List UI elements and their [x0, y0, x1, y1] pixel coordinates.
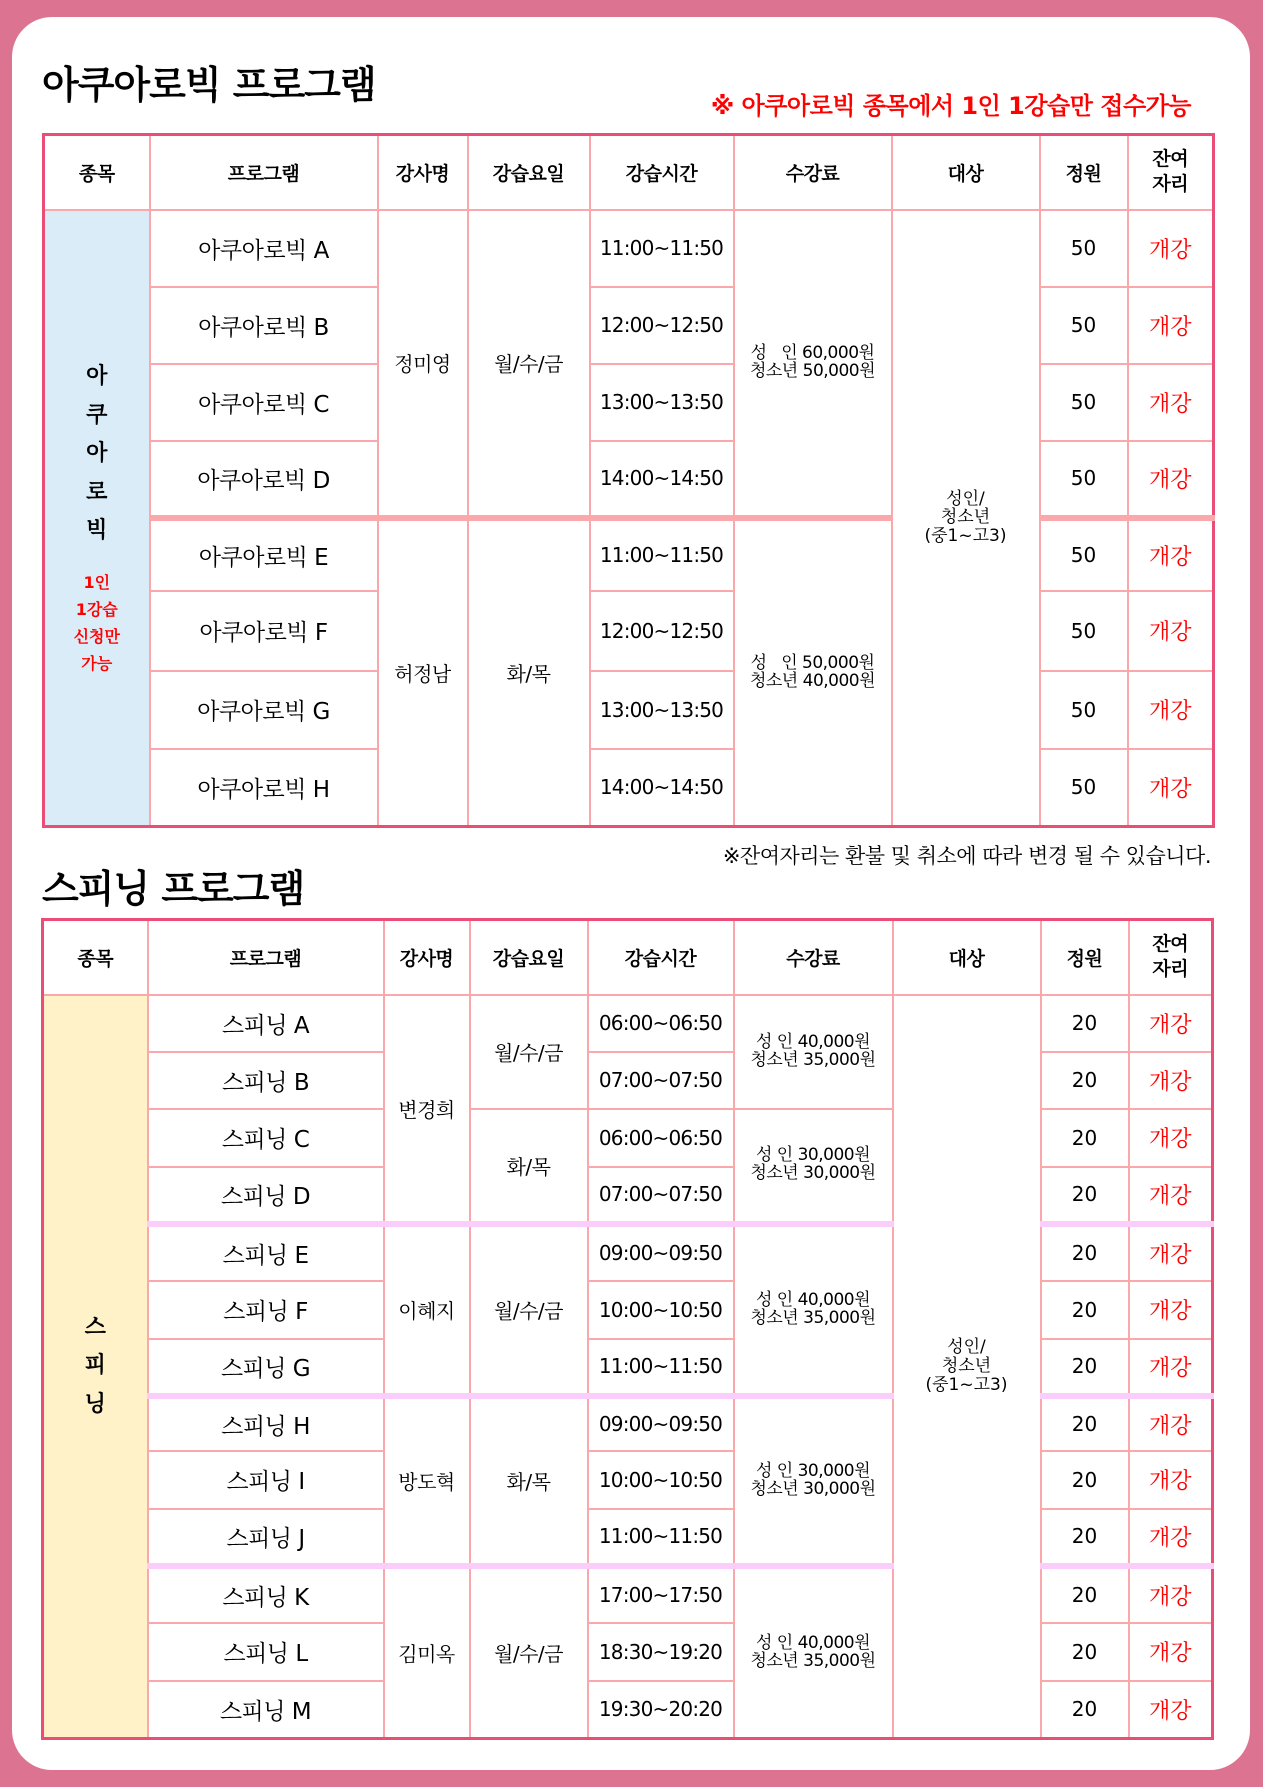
- header-fee: 수강료: [734, 920, 893, 995]
- header-remaining: [1129, 920, 1213, 995]
- class-time: 09:00~09:50: [588, 1396, 734, 1451]
- target-line: 성인/: [947, 1337, 986, 1358]
- program-name: 스피닝 K: [148, 1566, 384, 1623]
- class-time: 07:00~07:50: [588, 1167, 734, 1224]
- tuition-fee: [734, 518, 892, 827]
- aerobic-enrollment-notice: ※ 아쿠아로빅 종목에서 1인 1강습만 접수가능: [710, 92, 1191, 120]
- status-badge: 개강: [1129, 1451, 1213, 1509]
- header-capacity: 정원: [1040, 135, 1128, 210]
- header-target: 대상: [892, 135, 1040, 210]
- instructor-name: 김미옥: [384, 1566, 470, 1739]
- category-label: [45, 358, 149, 551]
- status-badge: 개강: [1129, 1224, 1213, 1281]
- program-name: 아쿠아로빅 D: [150, 441, 378, 518]
- class-time: 06:00~06:50: [588, 995, 734, 1052]
- program-name: 아쿠아로빅 H: [150, 749, 378, 827]
- program-name: 스피닝 J: [148, 1509, 384, 1566]
- status-badge: 개강: [1129, 1623, 1213, 1681]
- status-badge: 개강: [1128, 518, 1214, 591]
- fee-adult: 성 인 30,000원: [755, 1460, 871, 1481]
- category-char: 로: [86, 479, 108, 505]
- capacity: 20: [1041, 1339, 1129, 1396]
- capacity: 20: [1041, 1396, 1129, 1451]
- fee-youth: 청소년 35,000원: [750, 1650, 876, 1671]
- status-badge: 개강: [1129, 1681, 1213, 1739]
- class-time: 11:00~11:50: [590, 210, 734, 287]
- program-name: 아쿠아로빅 C: [150, 364, 378, 441]
- header-instructor: 강사명: [378, 135, 468, 210]
- capacity: 20: [1041, 1167, 1129, 1224]
- capacity: 50: [1040, 210, 1128, 287]
- fee-adult: 성 인 40,000원: [755, 1289, 871, 1310]
- class-time: 11:00~11:50: [590, 518, 734, 591]
- class-days: 월/수/금: [470, 995, 588, 1109]
- header-days: 강습요일: [470, 920, 588, 995]
- category-char: 닝: [84, 1391, 106, 1417]
- capacity: 20: [1041, 1623, 1129, 1681]
- header-remaining-line2: 자리: [1152, 173, 1189, 196]
- class-time: 14:00~14:50: [590, 441, 734, 518]
- program-name: 스피닝 G: [148, 1339, 384, 1396]
- program-name: 아쿠아로빅 A: [150, 210, 378, 287]
- aerobic-schedule-table: [42, 133, 1215, 828]
- class-time: 06:00~06:50: [588, 1109, 734, 1167]
- tuition-fee: [734, 210, 892, 518]
- status-badge: 개강: [1128, 441, 1214, 518]
- class-time: 18:30~19:20: [588, 1623, 734, 1681]
- instructor-name: 변경희: [384, 995, 470, 1224]
- fee-youth: 청소년 30,000원: [750, 1478, 876, 1499]
- status-badge: 개강: [1129, 1509, 1213, 1566]
- header-capacity: 정원: [1041, 920, 1129, 995]
- table-row: [44, 210, 1214, 287]
- class-time: 12:00~12:50: [590, 591, 734, 671]
- status-badge: 개강: [1128, 210, 1214, 287]
- status-badge: 개강: [1129, 1566, 1213, 1623]
- fee-youth: 청소년 50,000원: [749, 360, 876, 381]
- class-time: 13:00~13:50: [590, 364, 734, 441]
- header-remaining: [1128, 135, 1214, 210]
- status-badge: 개강: [1128, 287, 1214, 364]
- header-remaining-line1: 잔여: [1152, 932, 1189, 955]
- status-badge: 개강: [1128, 591, 1214, 671]
- program-name: 아쿠아로빅 G: [150, 671, 378, 749]
- header-category: 종목: [44, 135, 150, 210]
- header-program: 프로그램: [150, 135, 378, 210]
- program-name: 아쿠아로빅 B: [150, 287, 378, 364]
- class-time: 14:00~14:50: [590, 749, 734, 827]
- table-header-row: [44, 135, 1214, 210]
- status-badge: 개강: [1129, 1052, 1213, 1109]
- category-char: 빅: [86, 518, 108, 544]
- class-days: 월/수/금: [470, 1566, 588, 1739]
- program-name: 스피닝 I: [148, 1451, 384, 1509]
- category-char: 피: [84, 1353, 106, 1378]
- program-name: 스피닝 L: [148, 1623, 384, 1681]
- header-target: 대상: [893, 920, 1041, 995]
- tuition-fee: [734, 1109, 893, 1224]
- category-restriction-note: [45, 569, 149, 678]
- fee-adult: 성 인 30,000원: [755, 1145, 871, 1166]
- header-remaining-line1: 잔여: [1152, 147, 1189, 170]
- fee-adult: 성 인 40,000원: [755, 1632, 871, 1653]
- class-days: 월/수/금: [470, 1224, 588, 1396]
- instructor-name: 방도혁: [384, 1396, 470, 1566]
- class-time: 12:00~12:50: [590, 287, 734, 364]
- class-days: 월/수/금: [468, 210, 590, 518]
- target-audience: [892, 210, 1040, 827]
- target-line: (중1~고3): [924, 526, 1007, 547]
- class-time: 09:00~09:50: [588, 1224, 734, 1281]
- program-name: 스피닝 D: [148, 1167, 384, 1224]
- class-time: 19:30~20:20: [588, 1681, 734, 1739]
- program-name: 스피닝 A: [148, 995, 384, 1052]
- header-days: 강습요일: [468, 135, 590, 210]
- fee-adult: 성 인 40,000원: [755, 1031, 871, 1052]
- status-badge: 개강: [1129, 1339, 1213, 1396]
- program-name: 스피닝 H: [148, 1396, 384, 1451]
- category-char: 쿠: [86, 402, 108, 428]
- header-time: 강습시간: [590, 135, 734, 210]
- capacity: 50: [1040, 591, 1128, 671]
- program-name: 아쿠아로빅 E: [150, 518, 378, 591]
- category-cell-aerobic: [44, 210, 150, 827]
- fee-adult: 성 인 60,000원: [750, 342, 875, 363]
- fee-youth: 청소년 35,000원: [750, 1307, 876, 1328]
- capacity: 20: [1041, 1566, 1129, 1623]
- class-days: 화/목: [470, 1109, 588, 1224]
- note-line: 1강습: [75, 599, 118, 619]
- remaining-seats-footnote: ※잔여자리는 환불 및 취소에 따라 변경 될 수 있습니다.: [722, 844, 1211, 868]
- status-badge: 개강: [1128, 749, 1214, 827]
- capacity: 50: [1040, 441, 1128, 518]
- program-name: 스피닝 E: [148, 1224, 384, 1281]
- program-name: 스피닝 B: [148, 1052, 384, 1109]
- instructor-name: 정미영: [378, 210, 468, 518]
- spinning-title: 스피닝 프로그램: [42, 867, 305, 911]
- capacity: 20: [1041, 1224, 1129, 1281]
- target-line: (중1~고3): [925, 1374, 1008, 1395]
- aerobic-title: 아쿠아로빅 프로그램: [42, 63, 376, 107]
- fee-youth: 청소년 40,000원: [749, 670, 876, 691]
- target-line: 청소년: [941, 1355, 992, 1376]
- program-name: 아쿠아로빅 F: [150, 591, 378, 671]
- capacity: 20: [1041, 1052, 1129, 1109]
- program-name: 스피닝 F: [148, 1281, 384, 1339]
- note-line: 가능: [81, 654, 113, 674]
- note-line: 1인: [83, 572, 111, 592]
- capacity: 20: [1041, 1451, 1129, 1509]
- tuition-fee: [734, 1224, 893, 1396]
- target-line: 청소년: [940, 507, 991, 528]
- header-program: 프로그램: [148, 920, 384, 995]
- capacity: 20: [1041, 1509, 1129, 1566]
- program-name: 스피닝 M: [148, 1681, 384, 1739]
- class-time: 17:00~17:50: [588, 1566, 734, 1623]
- class-days: 화/목: [470, 1396, 588, 1566]
- capacity: 50: [1040, 364, 1128, 441]
- header-fee: 수강료: [734, 135, 892, 210]
- header-time: 강습시간: [588, 920, 734, 995]
- instructor-name: 이혜지: [384, 1224, 470, 1396]
- class-time: 11:00~11:50: [588, 1509, 734, 1566]
- fee-adult: 성 인 50,000원: [750, 652, 875, 673]
- header-remaining-line2: 자리: [1152, 958, 1189, 981]
- fee-youth: 청소년 30,000원: [750, 1163, 876, 1183]
- capacity: 50: [1040, 749, 1128, 827]
- note-line: 신청만: [73, 627, 120, 646]
- status-badge: 개강: [1129, 1109, 1213, 1167]
- class-days: 화/목: [468, 518, 590, 827]
- program-name: 스피닝 C: [148, 1109, 384, 1167]
- status-badge: 개강: [1128, 671, 1214, 749]
- class-time: 13:00~13:50: [590, 671, 734, 749]
- fee-youth: 청소년 35,000원: [750, 1049, 876, 1070]
- class-time: 11:00~11:50: [588, 1339, 734, 1396]
- capacity: 50: [1040, 671, 1128, 749]
- header-instructor: 강사명: [384, 920, 470, 995]
- status-badge: 개강: [1129, 995, 1213, 1052]
- capacity: 50: [1040, 518, 1128, 591]
- category-cell-spinning: [43, 995, 148, 1739]
- category-char: 스: [84, 1314, 106, 1340]
- category-char: 아: [86, 364, 108, 390]
- capacity: 50: [1040, 287, 1128, 364]
- tuition-fee: [734, 1566, 893, 1739]
- tuition-fee: [734, 1396, 893, 1566]
- capacity: 20: [1041, 1109, 1129, 1167]
- header-category: 종목: [43, 920, 148, 995]
- tuition-fee: [734, 995, 893, 1109]
- instructor-name: 허정남: [378, 518, 468, 827]
- capacity: 20: [1041, 1681, 1129, 1739]
- status-badge: 개강: [1129, 1167, 1213, 1224]
- target-line: 성인/: [946, 488, 985, 509]
- capacity: 20: [1041, 1281, 1129, 1339]
- table-row: [43, 995, 1213, 1052]
- target-audience: [893, 995, 1041, 1739]
- class-time: 10:00~10:50: [588, 1281, 734, 1339]
- category-char: 아: [86, 441, 108, 467]
- capacity: 20: [1041, 995, 1129, 1052]
- class-time: 07:00~07:50: [588, 1052, 734, 1109]
- status-badge: 개강: [1129, 1396, 1213, 1451]
- status-badge: 개강: [1129, 1281, 1213, 1339]
- table-header-row: [43, 920, 1213, 995]
- class-time: 10:00~10:50: [588, 1451, 734, 1509]
- spinning-schedule-table: [41, 918, 1214, 1740]
- status-badge: 개강: [1128, 364, 1214, 441]
